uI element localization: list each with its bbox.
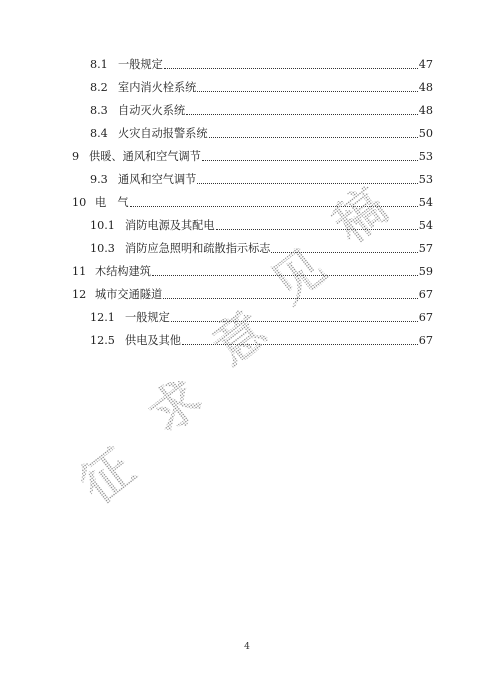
dot-leader bbox=[130, 206, 418, 207]
toc-entry-9-3[interactable] bbox=[90, 171, 433, 187]
toc-entry-9[interactable] bbox=[72, 148, 433, 164]
dot-leader bbox=[164, 68, 418, 69]
chapter-number: 9 bbox=[72, 150, 80, 163]
toc-entry-10[interactable] bbox=[72, 194, 433, 210]
section-number: 8.1 bbox=[90, 58, 108, 71]
page-number: 67 bbox=[418, 288, 433, 301]
toc-entry-8-4[interactable] bbox=[90, 125, 433, 141]
dot-leader bbox=[216, 229, 418, 230]
page-number: 47 bbox=[418, 58, 433, 71]
page-number: 53 bbox=[418, 150, 433, 163]
chapter-number: 10 bbox=[72, 196, 87, 209]
page-number: 48 bbox=[418, 104, 433, 117]
chapter-number: 11 bbox=[72, 265, 87, 278]
chapter-title: 木结构建筑 bbox=[95, 265, 151, 278]
dot-leader bbox=[271, 252, 417, 253]
section-number: 8.4 bbox=[90, 127, 108, 140]
dot-leader bbox=[182, 344, 418, 345]
page-number: 54 bbox=[418, 196, 433, 209]
toc-entry-8-1[interactable] bbox=[90, 56, 433, 72]
section-title: 一般规定 bbox=[125, 311, 170, 324]
toc-entry-12-1[interactable] bbox=[90, 309, 433, 325]
section-number: 10.3 bbox=[90, 242, 115, 255]
dot-leader bbox=[197, 183, 417, 184]
watermark-char: 求 bbox=[137, 368, 214, 445]
section-title: 消防电源及其配电 bbox=[125, 219, 215, 232]
page-number: 67 bbox=[418, 334, 433, 347]
toc-entry-12[interactable] bbox=[72, 286, 433, 302]
toc-entry-10-3[interactable] bbox=[90, 240, 433, 256]
page-number: 57 bbox=[418, 242, 433, 255]
dot-leader bbox=[202, 160, 418, 161]
section-title: 火灾自动报警系统 bbox=[118, 127, 208, 140]
page-number: 50 bbox=[418, 127, 433, 140]
section-title: 室内消火栓系统 bbox=[118, 81, 197, 94]
watermark-char: 征 bbox=[69, 438, 146, 515]
dot-leader bbox=[152, 275, 418, 276]
dot-leader bbox=[209, 137, 418, 138]
toc-entry-10-1[interactable] bbox=[90, 217, 433, 233]
page-number: 67 bbox=[418, 311, 433, 324]
page-number: 54 bbox=[418, 219, 433, 232]
page-number: 53 bbox=[418, 173, 433, 186]
section-number: 8.3 bbox=[90, 104, 108, 117]
page-number: 59 bbox=[418, 265, 433, 278]
section-number: 8.2 bbox=[90, 81, 108, 94]
section-title: 自动灭火系统 bbox=[118, 104, 186, 117]
section-title: 一般规定 bbox=[118, 58, 163, 71]
toc-entry-8-2[interactable] bbox=[90, 79, 433, 95]
dot-leader bbox=[197, 91, 417, 92]
toc-entry-12-5[interactable] bbox=[90, 332, 433, 348]
section-number: 12.1 bbox=[90, 311, 115, 324]
chapter-number: 12 bbox=[72, 288, 87, 301]
chapter-title: 城市交通隧道 bbox=[95, 288, 163, 301]
dot-leader bbox=[171, 321, 418, 322]
section-title: 供电及其他 bbox=[125, 334, 181, 347]
section-number: 10.1 bbox=[90, 219, 115, 232]
section-number: 9.3 bbox=[90, 173, 108, 186]
section-title: 消防应急照明和疏散指示标志 bbox=[125, 242, 271, 255]
toc-entry-11[interactable] bbox=[72, 263, 433, 279]
chapter-title: 电 气 bbox=[95, 196, 129, 209]
chapter-title: 供暖、通风和空气调节 bbox=[89, 150, 201, 163]
page-number: 48 bbox=[418, 81, 433, 94]
watermark-char: 见 bbox=[260, 238, 337, 315]
dot-leader bbox=[186, 114, 418, 115]
toc-entry-8-3[interactable] bbox=[90, 102, 433, 118]
page-footer-number: 4 bbox=[244, 642, 250, 652]
watermark-char: 意 bbox=[201, 300, 278, 377]
dot-leader bbox=[163, 298, 418, 299]
section-number: 12.5 bbox=[90, 334, 115, 347]
watermark-char: 稿 bbox=[322, 177, 399, 254]
section-title: 通风和空气调节 bbox=[118, 173, 197, 186]
